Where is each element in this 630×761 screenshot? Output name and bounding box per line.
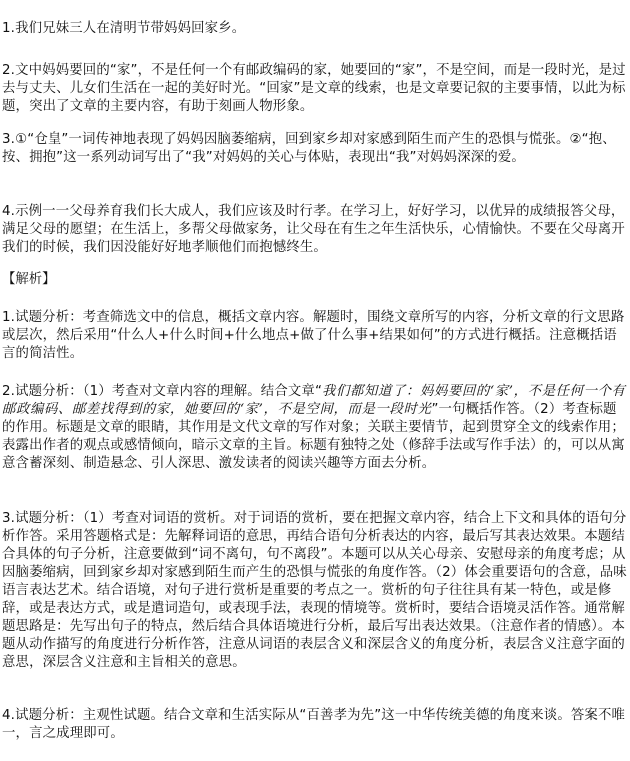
analysis-3: 3.试题分析：（1）考查对词语的赏析。对于词语的赏析，要在把握文章内容，结合上下文和具体的语句分析作答。采用答题格式是：先解释词语的意思，再结合语句分析表达的内容，最后写其表达效果。本题结合具体的句子分析，注意要做到“词不离句，句不离段”。本题可以从关心母亲、安慰母亲的角度考虑；从因脑萎缩病，回到家乡却对家感到陌生而产生的恐惧与慌张的角度作答。（2）体会重要语句的含意，品味语言表达艺术。结合语境，对句子进行赏析是重要的考点之一。赏析的句子往往具有某一特色，或是修辞，或是表达方式，或是遣词造句，或表现手法，表现的情境等。赏析时，要结合语境灵活作答。通常解题思路是：先写出句子的特点，然后结合具体语境进行分析，最后写出表达效果。（注意作者的情感）。本题从动作描写的角度进行分析作答，注意从词语的表层含义和深层含义的角度分析，表层含义注意字面的意思，深层含义注意和主旨相关的意思。 bbox=[2, 511, 627, 670]
analysis-4: 4.试题分析：主观性试题。结合文章和生活实际从“百善孝为先”这一中华传统美德的角度来谈。答案不唯一，言之成理即可。 bbox=[2, 708, 626, 741]
analysis-2-intro: 2.试题分析：（1）考查对文章内容的理解。结合文章“ bbox=[2, 384, 323, 399]
analysis-1: 1.试题分析：考查筛选文中的信息，概括文章内容。解题时，围绕文章所写的内容，分析文章的行文思路或层次，然后采用“什么人+什么时间+什么地点+做了什么事+结果如何”的方式进行概括。注意概括语言的简洁性。 bbox=[2, 310, 625, 361]
answer-2: 2.文中妈妈要回的“家”，不是任何一个有邮政编码的家，她要回的“家”，不是空间，而是一段时光，是过去与丈夫、儿女们生活在一起的美好时光。“回家”是文章的线索，也是文章要记叙的主要事情，以此为标题，突出了文章的主要内容，有助于刻画人物形象。 bbox=[2, 63, 626, 114]
analysis-2-quote: 我们都知道了：妈妈要回的‘家’，不是任何一个有邮政编码、邮差找得到的家，她要回的‘家’，不是空间，而是一段时光 bbox=[2, 384, 626, 417]
analysis-heading: 【解析】 bbox=[2, 272, 56, 287]
answer-3: 3.①“仓皇”一词传神地表现了妈妈因脑萎缩病，回到家乡却对家感到陌生而产生的恐惧与慌张。②“抱、按、拥抱”这一系列动词写出了“我”对妈妈的关心与体贴，表现出“我”对妈妈深深的爱。 bbox=[2, 132, 616, 165]
analysis-2 bbox=[2, 383, 628, 473]
answer-4: 4.示例一一父母养育我们长大成人，我们应该及时行孝。在学习上，好好学习，以优异的成绩报答父母，满足父母的愿望；在生活上，多帮父母做家务，让父母在有生之年生活快乐，心情愉快。不要在父母离开我们的时候，我们因没能好好地孝顺他们而抱憾终生。 bbox=[2, 204, 625, 255]
analysis-2-body: ”一句概括作答。（2）考查标题的作用。标题是文章的眼睛，其作用是文代文章的写作对象；关联主要情节，起到贯穿全文的线索作用；表露出作者的观点或感情倾向，暗示文章的主旨。标题有独特之处（修辞手法或写作手法）的，可以从寓意含蓄深刻、制造悬念、引人深思、激发读者的阅读兴趣等方面去分析。 bbox=[2, 402, 625, 471]
answer-1: 1.我们兄妹三人在清明节带妈妈回家乡。 bbox=[2, 21, 246, 36]
